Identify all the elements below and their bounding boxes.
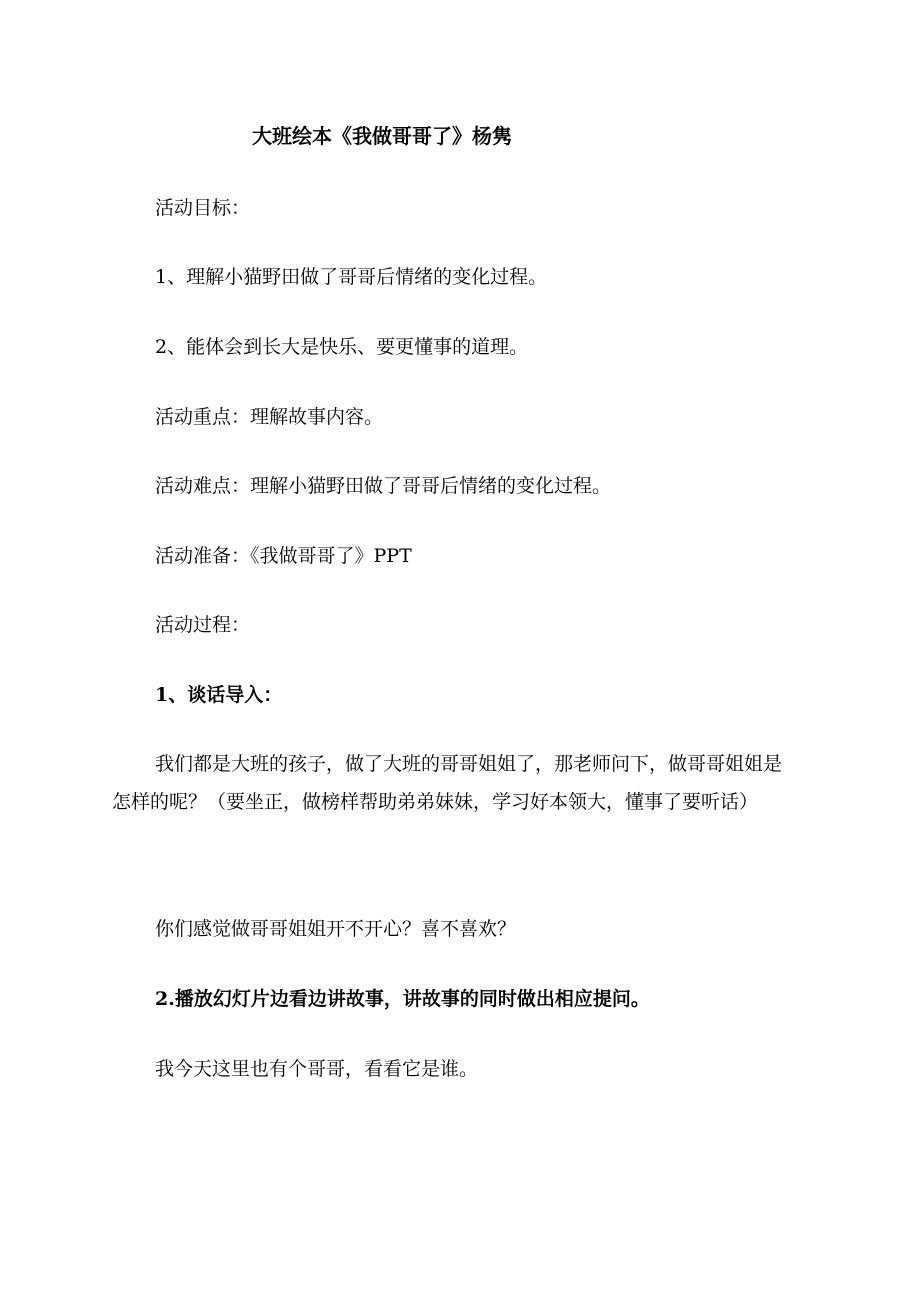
objectives-heading: 活动目标：: [155, 197, 251, 219]
step-2-intro: 我今天这里也有个哥哥，看看它是谁。: [155, 1058, 479, 1080]
key-point: 活动重点：理解故事内容。: [155, 406, 384, 428]
step-2-heading: 2.播放幻灯片边看边讲故事，讲故事的同时做出相应提问。: [155, 988, 650, 1010]
process-heading: 活动过程：: [155, 614, 251, 636]
document-title: 大班绘本《我做哥哥了》杨隽: [252, 124, 512, 148]
objective-1: 1、理解小猫野田做了哥哥后情绪的变化过程。: [155, 266, 548, 288]
preparation: 活动准备：《我做哥哥了》PPT: [155, 545, 412, 567]
step-1-heading: 1、谈话导入：: [155, 684, 283, 706]
difficulty: 活动难点：理解小猫野田做了哥哥后情绪的变化过程。: [155, 475, 612, 497]
objective-2: 2、能体会到长大是快乐、要更懂事的道理。: [155, 336, 529, 358]
step-1-paragraph: 我们都是大班的孩子，做了大班的哥哥姐姐了，那老师问下，做哥哥姐姐是怎样的呢？（要坐正，做榜样帮助弟弟妹妹，学习好本领大，懂事了要听话）: [112, 753, 783, 813]
step-1-question: 你们感觉做哥哥姐姐开不开心？喜不喜欢？: [155, 918, 517, 940]
